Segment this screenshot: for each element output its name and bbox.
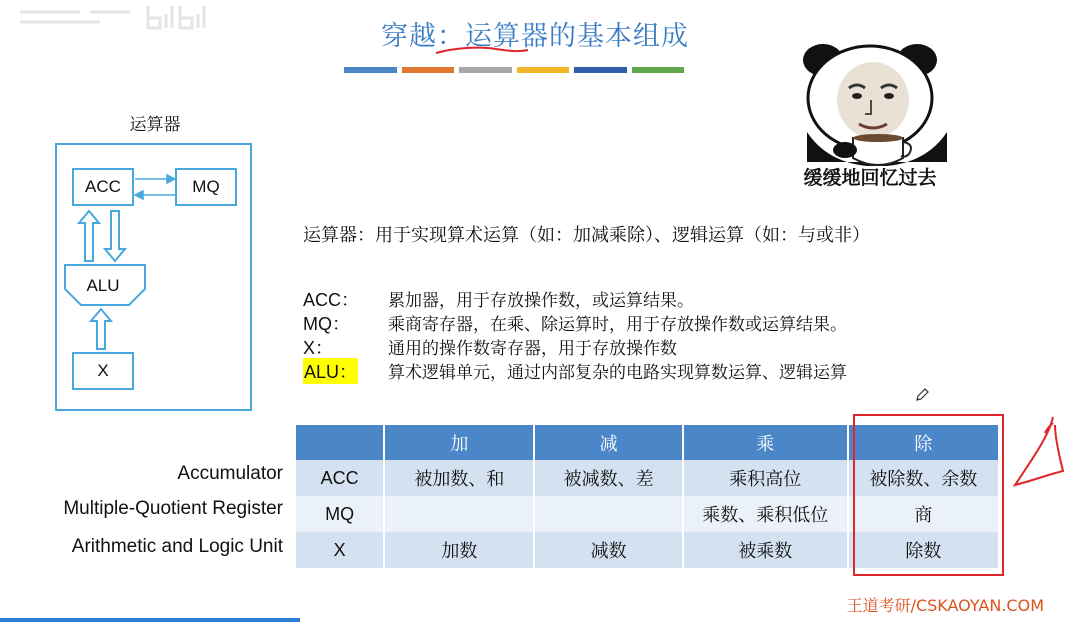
desc-acc: 累加器，用于存放操作数，或运算结果。 bbox=[388, 291, 694, 311]
table-cell bbox=[535, 496, 681, 532]
table-cell: 被减数、差 bbox=[535, 460, 681, 496]
table-cell: ACC bbox=[296, 460, 383, 496]
desc-alu: 算术逻辑单元，通过内部复杂的电路实现算数运算、逻辑运算 bbox=[388, 363, 847, 383]
row-label-mq: Multiple-Quotient Register bbox=[63, 498, 283, 519]
meme-caption: 缓缓地回忆过去 bbox=[803, 167, 937, 189]
table-cell: X bbox=[296, 532, 383, 568]
red-annotation-scribble bbox=[1005, 405, 1070, 505]
table-cell: 商 bbox=[849, 496, 998, 532]
pencil-cursor-icon bbox=[914, 387, 930, 403]
header-cell-sub: 减 bbox=[535, 425, 681, 460]
table-cell: 被除数、余数 bbox=[849, 460, 998, 496]
table-cell: 乘积高位 bbox=[684, 460, 847, 496]
alu-label: ALU bbox=[86, 276, 120, 295]
title-stripe bbox=[402, 67, 455, 73]
up-arrow-icon bbox=[79, 211, 99, 261]
term-alu-highlighted: ALU： bbox=[303, 358, 358, 384]
acc-register-box: ACC bbox=[72, 168, 134, 206]
desc-x: 通用的操作数寄存器，用于存放操作数 bbox=[388, 339, 677, 359]
title-stripe bbox=[517, 67, 570, 73]
table-cell: 被乘数 bbox=[684, 532, 847, 568]
table-cell: MQ bbox=[296, 496, 383, 532]
header-cell-div: 除 bbox=[849, 425, 998, 460]
header-cell-add: 加 bbox=[385, 425, 533, 460]
term-acc: ACC： bbox=[303, 290, 360, 310]
title-suffix: 的基本组成 bbox=[549, 21, 689, 52]
row-label-alu: Arithmetic and Logic Unit bbox=[71, 536, 283, 557]
table-cell: 加数 bbox=[385, 532, 533, 568]
diagram-title: 运算器 bbox=[129, 115, 181, 135]
alu-definition: 运算器：用于实现算术运算（如：加减乘除）、逻辑运算（如：与或非） bbox=[303, 225, 870, 246]
desc-mq: 乘商寄存器，在乘、除运算时，用于存放操作数或运算结果。 bbox=[388, 315, 847, 335]
x-register-box: X bbox=[72, 352, 134, 390]
title-underline-scribble bbox=[434, 44, 530, 56]
table-cell: 被加数、和 bbox=[385, 460, 533, 496]
footer-brand: 王道考研/CSKAOYAN.COM bbox=[846, 596, 1044, 615]
title-stripe bbox=[459, 67, 512, 73]
title-color-stripes bbox=[344, 67, 684, 73]
header-cell-mul: 乘 bbox=[684, 425, 847, 460]
title-stripe bbox=[632, 67, 685, 73]
division-column-highlight bbox=[853, 414, 1004, 576]
title-highlight: 运算器 bbox=[465, 21, 549, 52]
table-cell: 减数 bbox=[535, 532, 681, 568]
header-cell-empty bbox=[296, 425, 383, 460]
title-prefix: 穿越： bbox=[381, 21, 465, 52]
table-cell bbox=[385, 496, 533, 532]
title-stripe bbox=[574, 67, 627, 73]
table-cell: 乘数、乘积低位 bbox=[684, 496, 847, 532]
row-label-accumulator: Accumulator bbox=[177, 463, 283, 484]
term-x: X： bbox=[303, 338, 334, 358]
mq-register-box: MQ bbox=[175, 168, 237, 206]
bottom-progress-bar bbox=[0, 618, 300, 622]
table-cell: 除数 bbox=[849, 532, 998, 568]
term-mq: MQ： bbox=[303, 314, 350, 334]
title-stripe bbox=[344, 67, 397, 73]
down-arrow-icon bbox=[105, 211, 125, 261]
